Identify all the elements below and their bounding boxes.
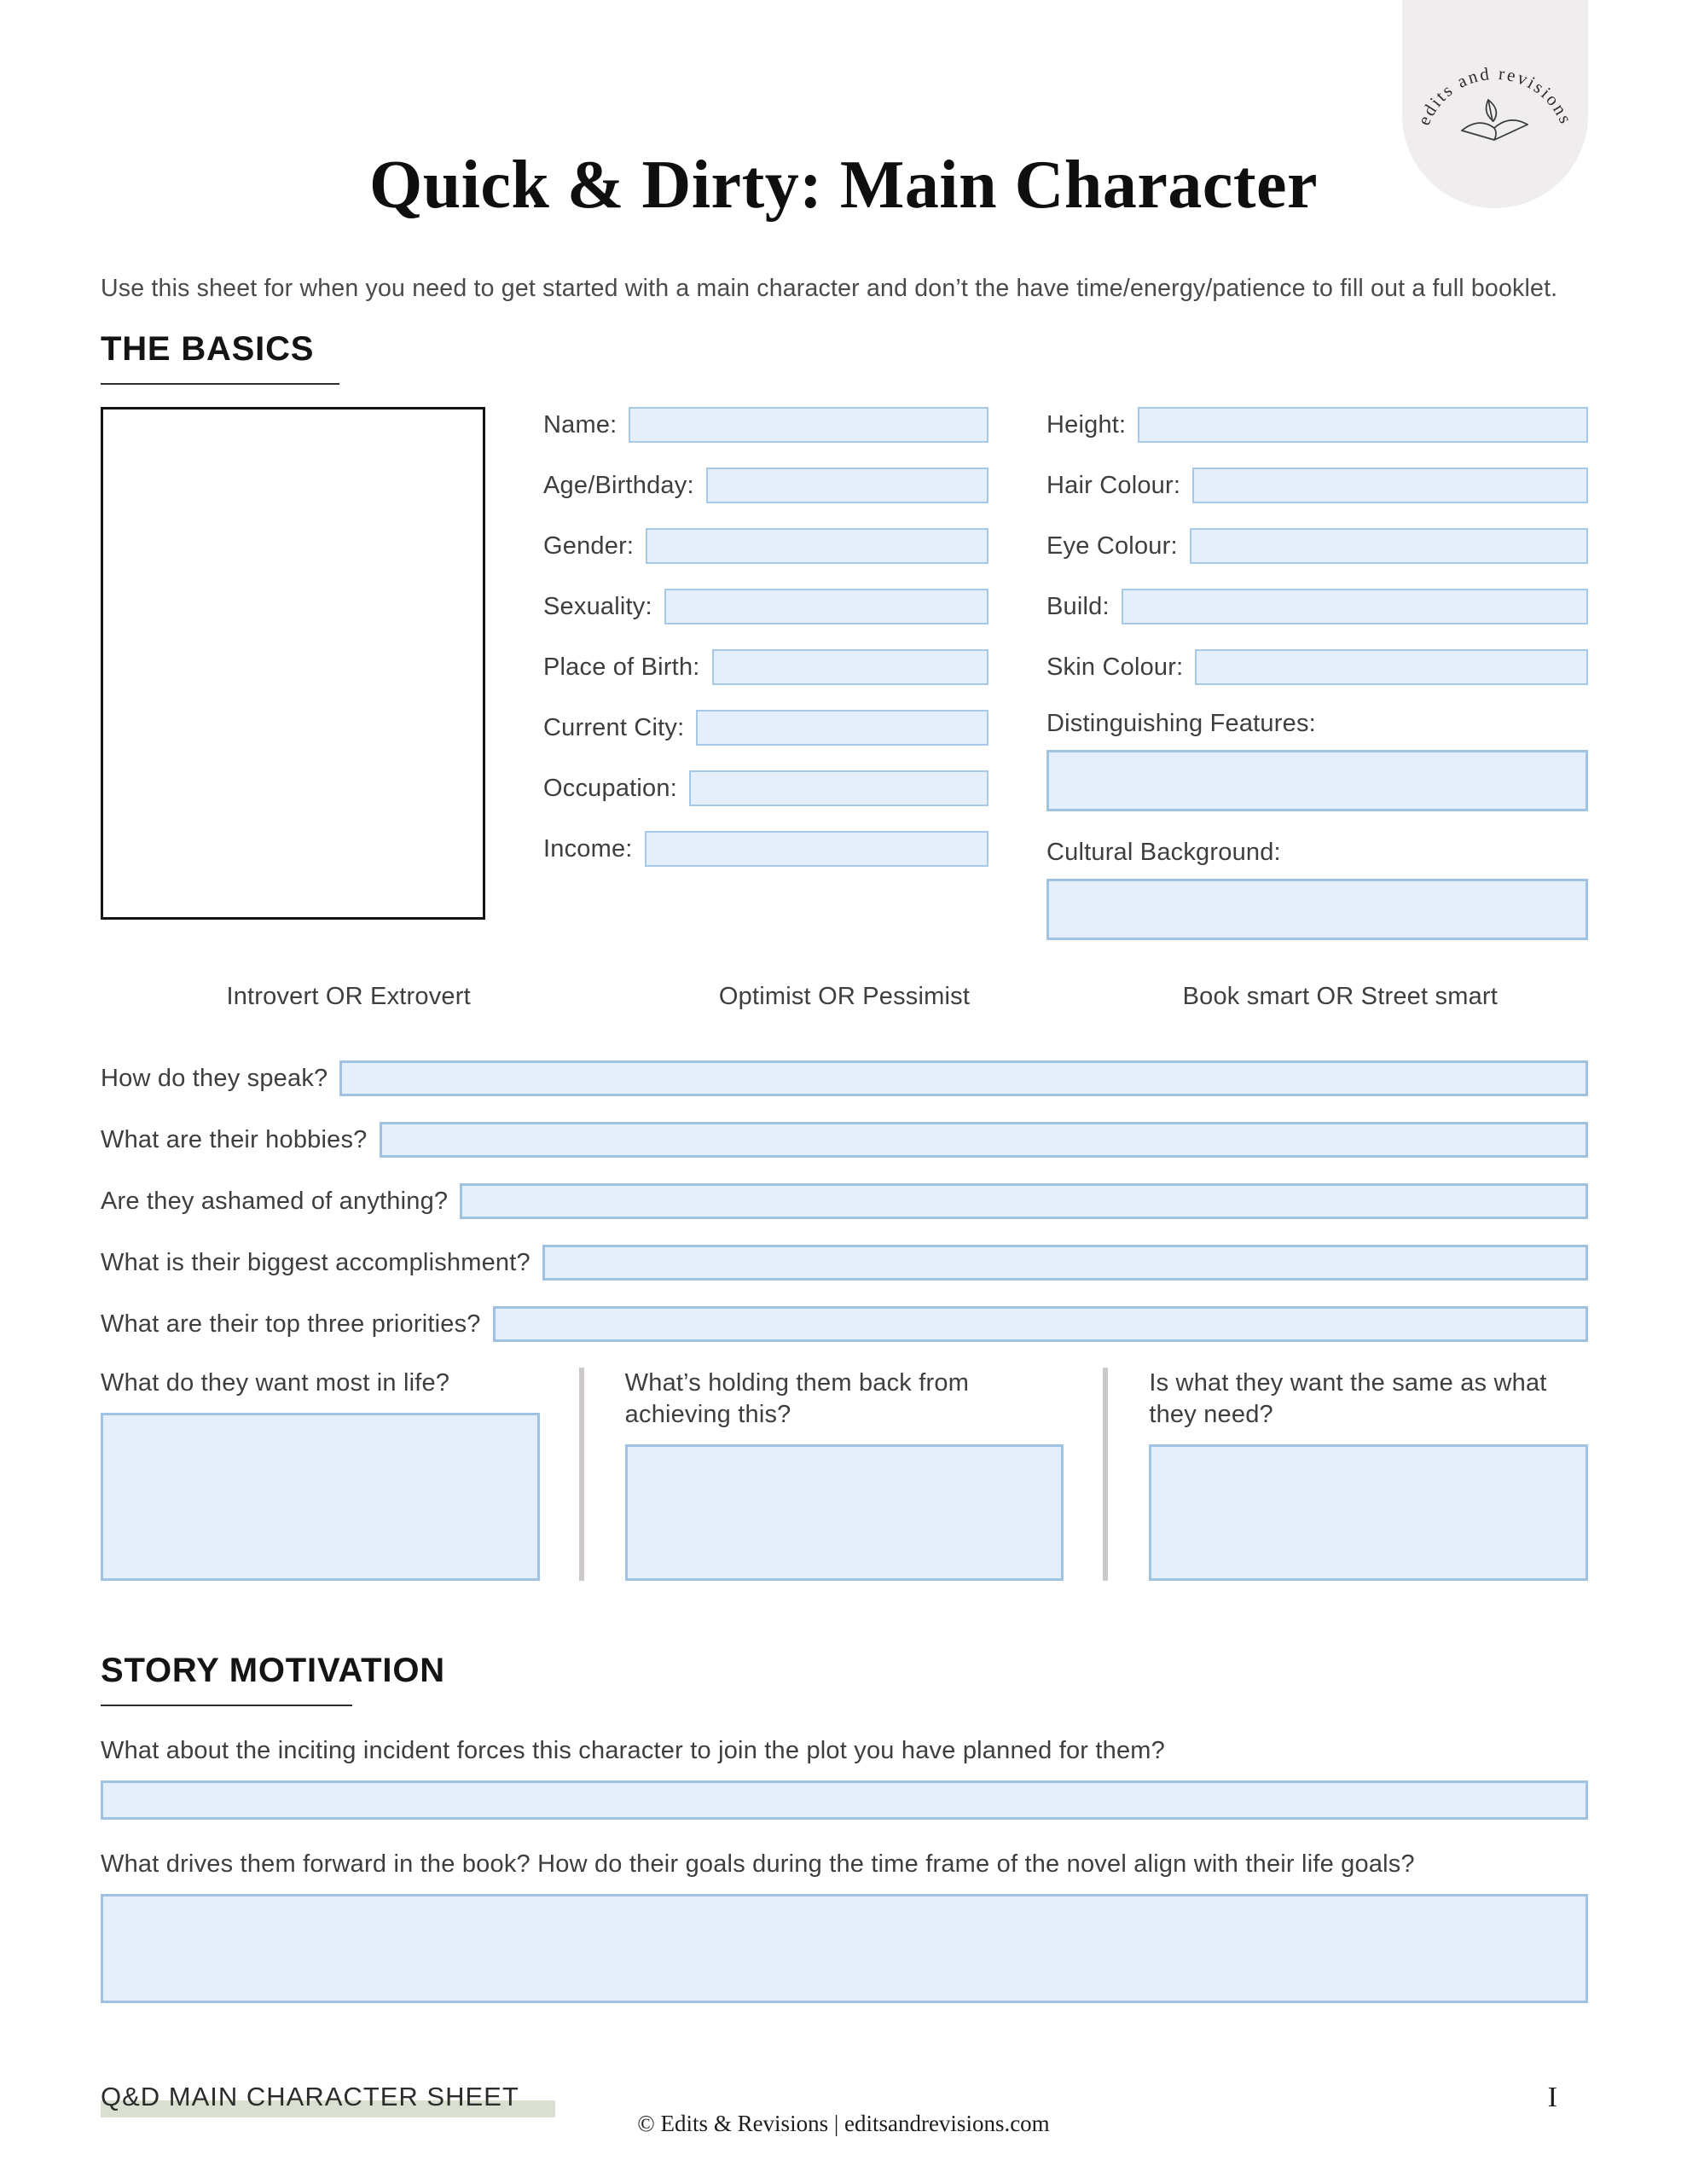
eye-colour-label: Eye Colour: <box>1046 531 1178 560</box>
gender-label: Gender: <box>543 531 635 560</box>
character-portrait-box <box>101 407 485 920</box>
form-row <box>1046 528 1588 564</box>
brand-logo-graphic <box>1402 0 1588 208</box>
income-label: Income: <box>543 834 633 863</box>
want-need-section <box>101 1368 1588 1581</box>
current-city-input[interactable] <box>696 710 988 746</box>
question-list <box>101 1060 1588 1342</box>
hobbies-label: What are their hobbies? <box>101 1125 368 1153</box>
question-row <box>101 1245 1588 1281</box>
form-row <box>543 528 988 564</box>
page-title: Quick & Dirty: Main Character <box>368 148 1319 223</box>
gender-input[interactable] <box>646 528 988 564</box>
form-row <box>543 649 988 685</box>
intro-text: Use this sheet for when you need to get started with a main character and don’t the have time/energy/patience to fill out a full booklet. <box>101 275 1558 302</box>
skin-colour-label: Skin Colour: <box>1046 653 1184 681</box>
name-input[interactable] <box>629 407 988 443</box>
ashamed-label: Are they ashamed of anything? <box>101 1187 449 1215</box>
question-row <box>101 1306 1588 1342</box>
question-row <box>101 1183 1588 1219</box>
footer-sheet-name: Q&D MAIN CHARACTER SHEET <box>101 2082 555 2117</box>
hobbies-input[interactable] <box>380 1122 1589 1158</box>
name-label: Name: <box>543 410 617 439</box>
priorities-input[interactable] <box>493 1306 1588 1342</box>
priorities-label: What are their top three priorities? <box>101 1310 481 1338</box>
inciting-incident-question: What about the inciting incident forces this character to join the plot you have planned for them? <box>101 1737 1165 1765</box>
skin-colour-input[interactable] <box>1195 649 1588 685</box>
section-heading-basics: THE BASICS <box>101 330 315 368</box>
book-street-smart-choice: Book smart OR Street smart <box>1182 983 1499 1011</box>
height-input[interactable] <box>1138 407 1588 443</box>
section-heading-story-motivation: STORY MOTIVATION <box>101 1652 445 1690</box>
want-most-label: What do they want most in life? <box>101 1369 450 1397</box>
place-of-birth-input[interactable] <box>712 649 988 685</box>
holding-back-column <box>579 1368 1104 1581</box>
current-city-label: Current City: <box>543 713 685 741</box>
accomplishment-label: What is their biggest accomplishment? <box>101 1248 530 1276</box>
cultural-background-label: Cultural Background: <box>1046 839 1281 867</box>
personality-choice-row <box>101 983 1588 1011</box>
footer-copyright: © Edits & Revisions | editsandrevisions.com <box>637 2111 1050 2136</box>
how-speak-input[interactable] <box>339 1060 1588 1096</box>
inciting-incident-input[interactable] <box>101 1780 1588 1820</box>
age-birthday-input[interactable] <box>706 468 988 503</box>
hair-colour-input[interactable] <box>1192 468 1588 503</box>
hair-colour-label: Hair Colour: <box>1046 471 1181 499</box>
want-most-textarea[interactable] <box>101 1413 540 1581</box>
ashamed-input[interactable] <box>460 1183 1588 1219</box>
distinguishing-features-textarea[interactable] <box>1046 750 1588 811</box>
want-vs-need-label: Is what they want the same as what they need? <box>1149 1369 1547 1429</box>
form-row <box>543 770 988 806</box>
distinguishing-features-label: Distinguishing Features: <box>1046 710 1316 738</box>
form-row <box>543 831 988 867</box>
logo-arc-text: edits and revisions <box>1413 62 1577 129</box>
form-row <box>1046 589 1588 624</box>
form-row <box>543 710 988 746</box>
form-row <box>1046 407 1588 443</box>
brand-logo <box>1402 0 1588 208</box>
story-motivation-section <box>101 1651 1588 2003</box>
build-input[interactable] <box>1122 589 1588 624</box>
basics-right-column <box>1046 407 1588 940</box>
accomplishment-input[interactable] <box>542 1245 1588 1281</box>
how-speak-label: How do they speak? <box>101 1064 328 1092</box>
occupation-label: Occupation: <box>543 774 677 802</box>
occupation-input[interactable] <box>689 770 988 806</box>
holding-back-textarea[interactable] <box>625 1444 1064 1581</box>
form-row <box>1046 468 1588 503</box>
form-row <box>543 468 988 503</box>
form-row <box>543 407 988 443</box>
sexuality-label: Sexuality: <box>543 592 652 620</box>
income-input[interactable] <box>645 831 988 867</box>
holding-back-label: What’s holding them back from achieving this? <box>624 1369 970 1429</box>
height-label: Height: <box>1046 410 1127 439</box>
page-number: I <box>1547 2082 1557 2113</box>
build-label: Build: <box>1046 592 1110 620</box>
question-row <box>101 1060 1588 1096</box>
want-vs-need-column <box>1103 1368 1588 1581</box>
cultural-background-textarea[interactable] <box>1046 879 1588 940</box>
drives-forward-textarea[interactable] <box>101 1894 1588 2003</box>
basics-grid <box>101 407 1588 940</box>
form-row <box>543 589 988 624</box>
eye-colour-input[interactable] <box>1190 528 1588 564</box>
sexuality-input[interactable] <box>664 589 988 624</box>
age-birthday-label: Age/Birthday: <box>543 471 694 499</box>
optimist-pessimist-choice: Optimist OR Pessimist <box>718 983 971 1011</box>
story-heading-underline <box>101 1705 352 1706</box>
introvert-extrovert-choice: Introvert OR Extrovert <box>226 983 471 1011</box>
form-row <box>1046 649 1588 685</box>
want-vs-need-textarea[interactable] <box>1149 1444 1588 1581</box>
want-most-column <box>101 1368 579 1581</box>
basics-left-column <box>543 407 988 940</box>
place-of-birth-label: Place of Birth: <box>543 653 700 681</box>
open-book-pen-icon <box>1462 100 1528 140</box>
question-row <box>101 1122 1588 1158</box>
drives-forward-question: What drives them forward in the book? How do their goals during the time frame of the novel align with their life goals? <box>101 1850 1415 1879</box>
basics-heading-underline <box>101 383 339 385</box>
